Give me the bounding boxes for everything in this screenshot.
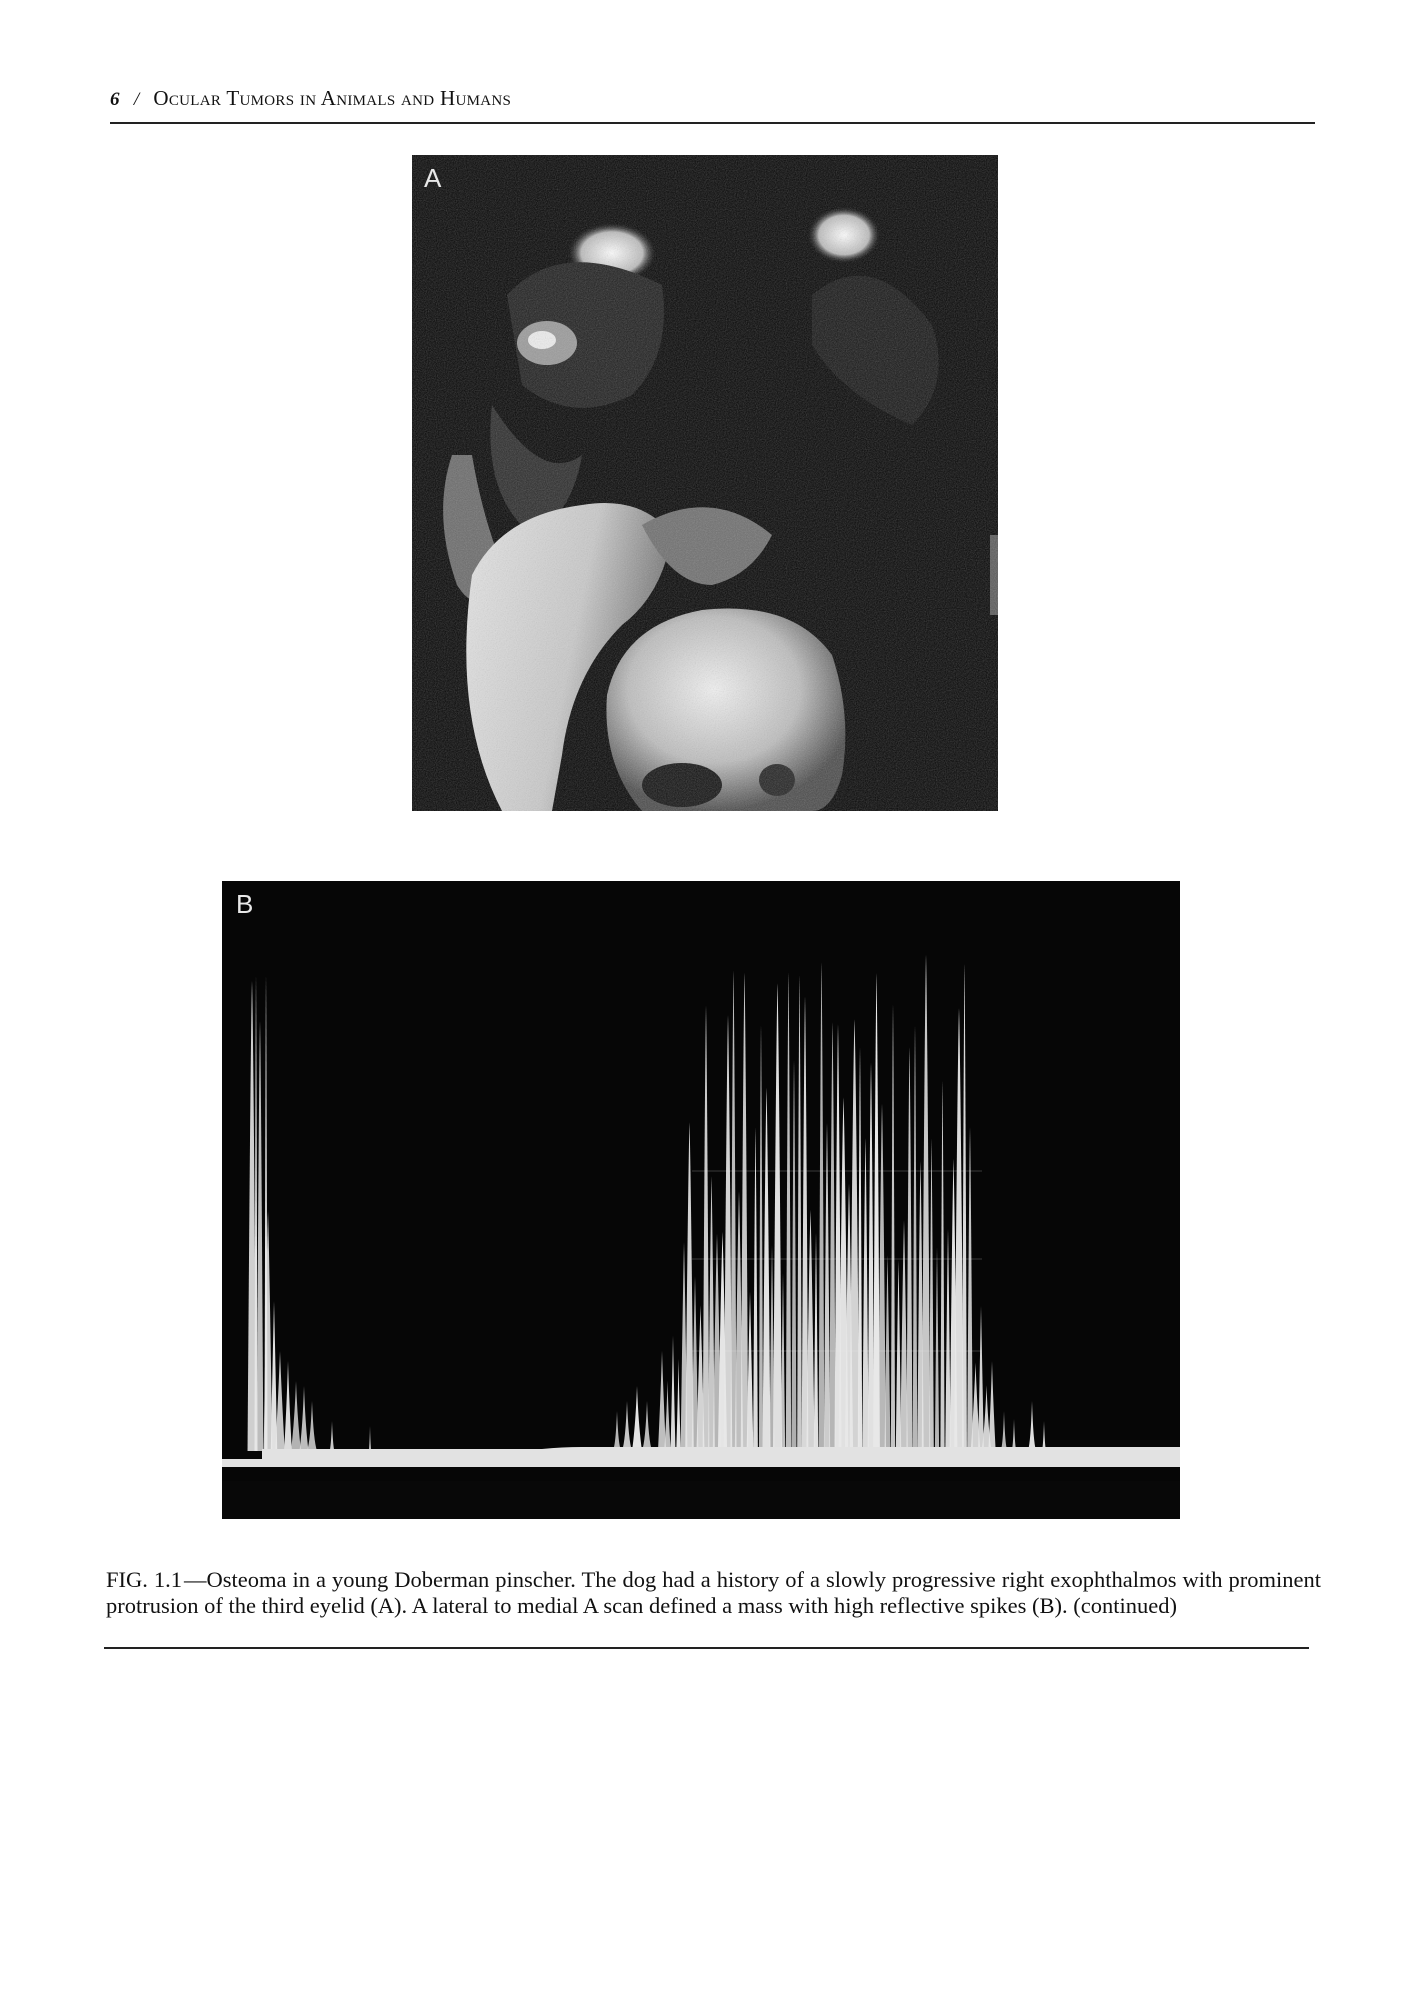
caption-text: —Osteoma in a young Doberman pinscher. The dog had a history of a slowly progressive right exophthalmos with prominent protrusion of the third eyelid (A). A lateral to medial A scan defined a mass with high reflective spikes (B). (continued) — [106, 1566, 1321, 1618]
caption-rule — [104, 1647, 1309, 1649]
ascan-trace — [222, 881, 1180, 1519]
running-head-title: Ocular Tumors in Animals and Humans — [153, 86, 512, 110]
figure-a-photo — [412, 155, 998, 811]
caption-label: FIG. 1.1 — [106, 1566, 183, 1592]
running-head-separator: / — [133, 89, 140, 110]
figure-caption — [106, 1567, 1321, 1619]
dog-face-image — [412, 155, 998, 811]
figure-b-ascan — [222, 881, 1180, 1519]
figure-a-label: A — [424, 163, 442, 193]
page-number: 6 — [110, 89, 120, 110]
figure-b-label: B — [236, 889, 254, 919]
header-rule — [110, 122, 1315, 124]
running-head — [110, 86, 511, 111]
